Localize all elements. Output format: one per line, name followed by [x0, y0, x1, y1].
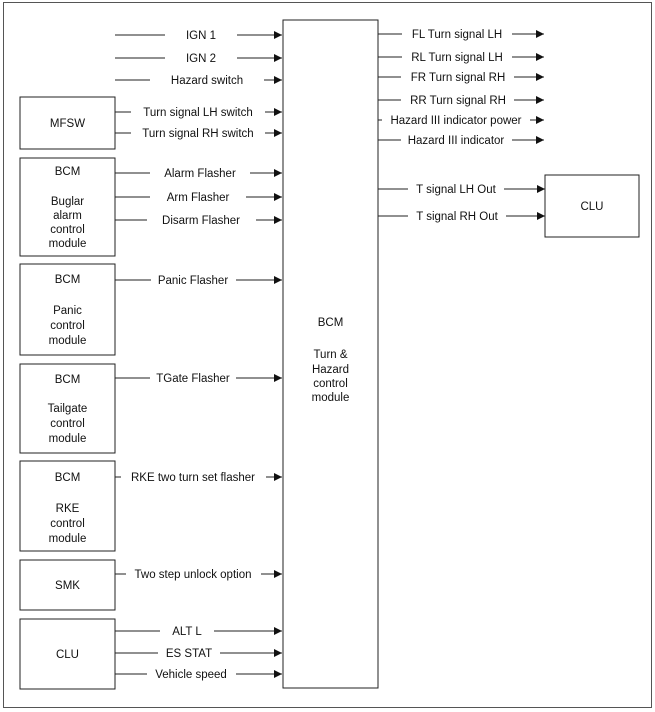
input-signal	[115, 30, 282, 42]
module-label: BCM	[54, 274, 81, 286]
signal-label: Arm Flasher	[166, 192, 230, 204]
signal-label: Hazard III indicator	[407, 135, 505, 147]
signal-label: RKE two turn set flasher	[131, 472, 255, 484]
signal-label: ES STAT	[165, 648, 213, 660]
input-signal	[115, 472, 282, 484]
clu-output-signal	[378, 211, 545, 223]
module-label: control	[50, 224, 85, 236]
signal-label: IGN 1	[185, 30, 217, 42]
input-signal	[115, 569, 282, 581]
signal-label: RR Turn signal RH	[410, 95, 506, 107]
module-label: RKE	[55, 503, 80, 515]
bcm-module-line5: module	[311, 392, 350, 404]
module-bcm-rke	[20, 461, 115, 551]
output-signal	[378, 115, 544, 127]
module-label: Panic	[53, 305, 82, 317]
module-label: module	[48, 533, 87, 545]
input-signal	[115, 192, 282, 204]
signal-label: IGN 2	[185, 53, 217, 65]
input-signal	[115, 168, 282, 180]
module-mfsw	[20, 97, 115, 149]
signal-label: Panic Flasher	[157, 275, 229, 287]
signal-label: ALT L	[172, 626, 202, 638]
signal-label: T signal RH Out	[416, 211, 498, 223]
module-label: module	[48, 335, 87, 347]
bcm-module-line2: Turn &	[313, 349, 348, 361]
signal-label: RL Turn signal LH	[411, 52, 503, 64]
input-signal	[115, 648, 282, 660]
input-signal	[115, 53, 282, 65]
module-label: module	[48, 433, 87, 445]
input-signal	[115, 107, 282, 119]
output-signal	[378, 135, 544, 147]
signal-label: FL Turn signal LH	[411, 29, 503, 41]
signal-label: Vehicle speed	[155, 669, 227, 681]
input-signal	[115, 128, 282, 140]
signal-label: Hazard switch	[170, 75, 244, 87]
module-label: MFSW	[49, 118, 86, 130]
module-label: BCM	[54, 472, 81, 484]
module-bcm-tailgate	[20, 364, 115, 453]
module-label: control	[50, 518, 85, 530]
module-clu-left	[20, 619, 115, 689]
module-clu-right	[545, 175, 639, 237]
bcm-module-line3: Hazard	[311, 364, 350, 376]
module-label: Buglar	[50, 196, 85, 208]
input-signal	[115, 626, 282, 638]
signal-label: Disarm Flasher	[162, 215, 240, 227]
input-signal	[115, 373, 282, 385]
clu-output-signal	[378, 184, 545, 196]
input-signal	[115, 75, 282, 87]
module-label: CLU	[55, 649, 80, 661]
input-signal	[115, 669, 282, 681]
signal-label: Turn signal RH switch	[142, 128, 254, 140]
output-signal	[378, 52, 544, 64]
signal-label: Alarm Flasher	[164, 168, 236, 180]
module-label: SMK	[55, 580, 80, 592]
signal-label: Hazard III indicator power	[390, 115, 522, 127]
output-signal	[378, 29, 544, 41]
output-signal	[378, 95, 544, 107]
module-label: control	[50, 320, 85, 332]
input-signal	[115, 215, 282, 227]
module-label: control	[50, 418, 85, 430]
signal-label: TGate Flasher	[156, 373, 230, 385]
signal-label: FR Turn signal RH	[410, 72, 506, 84]
module-label: BCM	[54, 374, 81, 386]
bcm-module-line4: control	[313, 378, 348, 390]
module-bcm-burglar-alarm	[20, 158, 115, 256]
module-label: Tailgate	[47, 403, 88, 415]
signal-label: Two step unlock option	[134, 569, 252, 581]
module-label: BCM	[54, 166, 81, 178]
signal-label: Turn signal LH switch	[143, 107, 253, 119]
output-signal	[378, 72, 544, 84]
module-bcm-panic	[20, 264, 115, 355]
bcm-module-title: BCM	[317, 317, 344, 329]
module-label: CLU	[580, 201, 604, 213]
module-label: alarm	[53, 210, 82, 222]
signal-label: T signal LH Out	[416, 184, 496, 196]
input-signal	[115, 275, 282, 287]
module-smk	[20, 560, 115, 610]
module-label: module	[48, 238, 87, 250]
